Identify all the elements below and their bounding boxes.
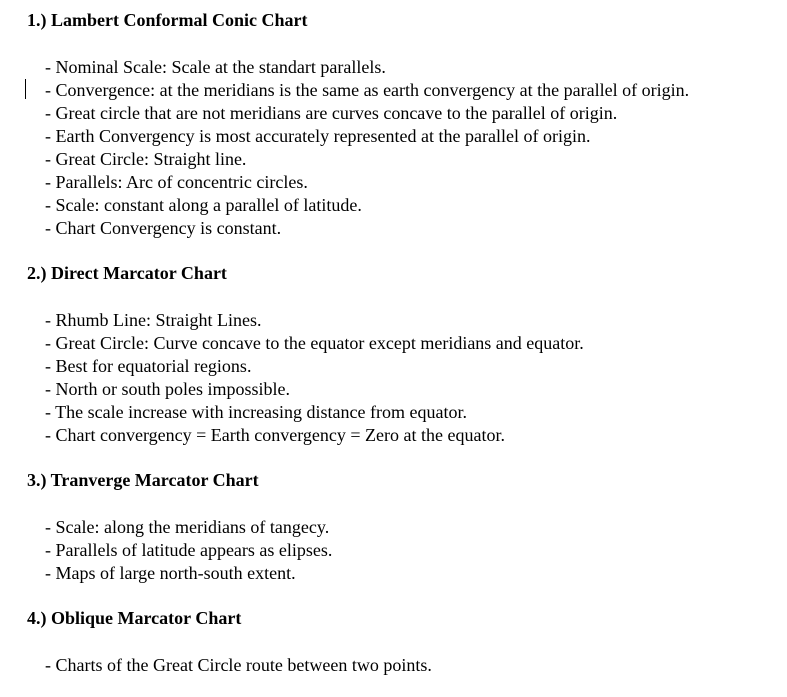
bullet-list [45,56,689,240]
text-cursor [25,79,26,99]
list-item: - Rhumb Line: Straight Lines. [45,310,262,330]
list-item: - Great Circle: Curve concave to the equator except meridians and equator. [45,333,584,353]
list-item: - Great circle that are not meridians are curves concave to the parallel of origin. [45,103,618,123]
section-heading: 1.) Lambert Conformal Conic Chart [27,10,308,30]
list-item: - The scale increase with increasing distance from equator. [45,402,467,422]
list-item: - Chart convergency = Earth convergency = Zero at the equator. [45,425,505,445]
section-heading: 3.) Tranverge Marcator Chart [27,470,259,490]
list-item: - North or south poles impossible. [45,379,290,399]
list-item: - Scale: along the meridians of tangecy. [45,517,330,537]
list-item: - Chart Convergency is constant. [45,218,282,238]
bullet-list [45,309,584,447]
list-item: - Best for equatorial regions. [45,356,252,376]
bullet-list [45,516,332,585]
list-item: - Earth Convergency is most accurately represented at the parallel of origin. [45,126,591,146]
list-item: - Maps of large north-south extent. [45,563,296,583]
list-item: - Convergence: at the meridians is the same as earth convergency at the parallel of origin. [45,80,690,100]
section-heading: 2.) Direct Marcator Chart [27,263,227,283]
bullet-list [45,654,432,677]
list-item: - Scale: constant along a parallel of latitude. [45,195,362,215]
list-item: - Charts of the Great Circle route between two points. [45,655,432,675]
section-heading: 4.) Oblique Marcator Chart [27,608,242,628]
list-item: - Nominal Scale: Scale at the standart parallels. [45,57,386,77]
list-item: - Parallels: Arc of concentric circles. [45,172,308,192]
list-item: - Great Circle: Straight line. [45,149,247,169]
list-item: - Parallels of latitude appears as elipses. [45,540,333,560]
